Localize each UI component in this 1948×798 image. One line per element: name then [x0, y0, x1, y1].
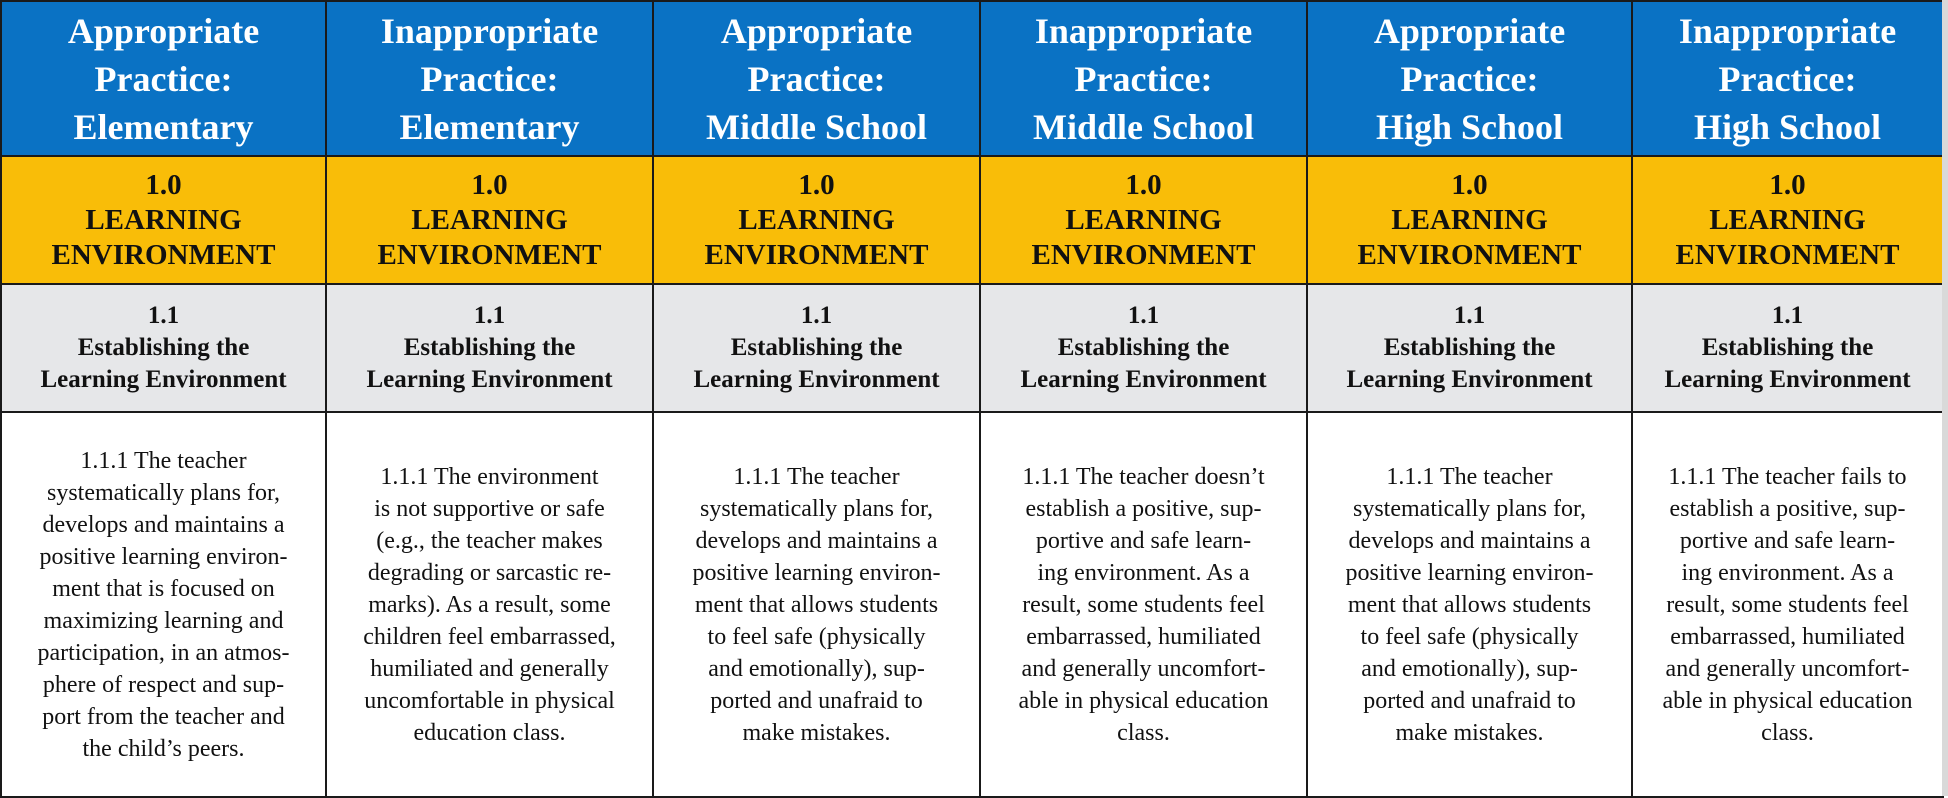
- description-cell: 1.1.1 The teacher systematically plans for, develops and maintains a positive learning environ- ment that is focused on maximizing learning and participation, in an atmos- phere of respect and sup- port from the teacher and the child’s peers.: [1, 412, 326, 797]
- substandard-cell: 1.1 Establishing the Learning Environment: [980, 284, 1307, 412]
- description-cell: 1.1.1 The teacher systematically plans for, develops and maintains a positive learning environ- ment that allows students to feel safe (physically and emotionally), sup- ported and unafraid to make mistakes.: [1307, 412, 1632, 797]
- substandard-cell: 1.1 Establishing the Learning Environment: [326, 284, 653, 412]
- substandard-cell: 1.1 Establishing the Learning Environment: [653, 284, 980, 412]
- description-cell: 1.1.1 The teacher systematically plans for, develops and maintains a positive learning environ- ment that allows students to feel safe (physically and emotionally), sup- ported and unafraid to make mistakes.: [653, 412, 980, 797]
- header-row: [1, 1, 1943, 156]
- description-cell: 1.1.1 The environment is not supportive or safe (e.g., the teacher makes degrading or sarcastic re- marks). As a result, some children feel embarrassed, humiliated and generally uncomfortable in physical education class.: [326, 412, 653, 797]
- substandard-row: [1, 284, 1943, 412]
- substandard-cell: 1.1 Establishing the Learning Environment: [1, 284, 326, 412]
- column-header: Inappropriate Practice: High School: [1632, 1, 1943, 156]
- substandard-cell: 1.1 Establishing the Learning Environment: [1307, 284, 1632, 412]
- column-header: Inappropriate Practice: Elementary: [326, 1, 653, 156]
- standard-cell: 1.0 LEARNING ENVIRONMENT: [653, 156, 980, 284]
- description-row: [1, 412, 1943, 797]
- standard-row: [1, 156, 1943, 284]
- column-header: Appropriate Practice: Elementary: [1, 1, 326, 156]
- column-header: Inappropriate Practice: Middle School: [980, 1, 1307, 156]
- substandard-cell: 1.1 Establishing the Learning Environment: [1632, 284, 1943, 412]
- description-cell: 1.1.1 The teacher doesn’t establish a positive, sup- portive and safe learn- ing environment. As a result, some students feel embarrassed, humiliated and generally uncomfort- able in physical education class.: [980, 412, 1307, 797]
- column-header: Appropriate Practice: Middle School: [653, 1, 980, 156]
- standard-cell: 1.0 LEARNING ENVIRONMENT: [980, 156, 1307, 284]
- standard-cell: 1.0 LEARNING ENVIRONMENT: [326, 156, 653, 284]
- description-cell: 1.1.1 The teacher fails to establish a positive, sup- portive and safe learn- ing environment. As a result, some students feel embarrassed, humiliated and generally uncomfort- able in physical education class.: [1632, 412, 1943, 797]
- standard-cell: 1.0 LEARNING ENVIRONMENT: [1307, 156, 1632, 284]
- standard-cell: 1.0 LEARNING ENVIRONMENT: [1, 156, 326, 284]
- standard-cell: 1.0 LEARNING ENVIRONMENT: [1632, 156, 1943, 284]
- page-edge: [1942, 0, 1948, 796]
- column-header: Appropriate Practice: High School: [1307, 1, 1632, 156]
